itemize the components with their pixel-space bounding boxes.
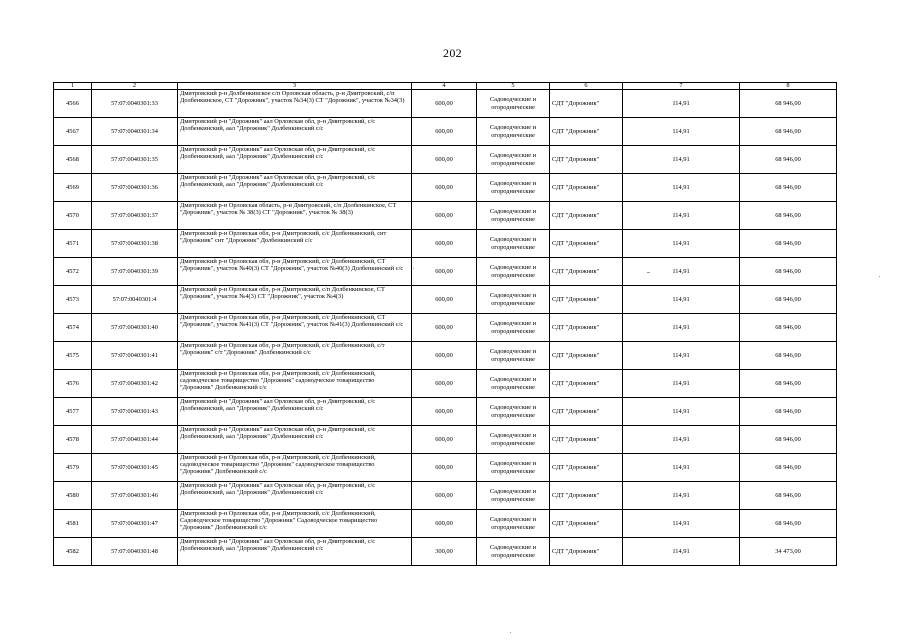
owner-cell: СДТ "Дорожник" bbox=[550, 510, 623, 538]
land-use-cell: Садоводческие и огороднические bbox=[477, 174, 550, 202]
table-row bbox=[54, 146, 837, 174]
row-number-cell: 4568 bbox=[54, 146, 92, 174]
cadastral-number-cell: 57:07:0040301:43 bbox=[92, 398, 178, 426]
row-number-cell: 4573 bbox=[54, 286, 92, 314]
address-cell: Дмитровский р-н Орловская обл, р-н Дмитровский, с/п Долбенкинское, СТ "Дорожник", участок №4(3) СТ "Дорожник", участок №4(3) bbox=[178, 286, 412, 314]
scan-speck bbox=[879, 276, 880, 277]
owner-cell: СДТ "Дорожник" bbox=[550, 118, 623, 146]
owner-cell: СДТ "Дорожник" bbox=[550, 370, 623, 398]
address-cell: Дмитровский р-н Орловская обл, р-н Дмитровский, с/с Долбенкинский, СТ "Дорожник", участок №40(3) СТ "Дорожник", участок №40(3) Долбенкинский с/с bbox=[178, 258, 412, 286]
table-body bbox=[54, 83, 837, 566]
cadastral-value-cell: 68 946,00 bbox=[740, 482, 837, 510]
cadastral-value-cell: 68 946,00 bbox=[740, 202, 837, 230]
owner-cell: СДТ "Дорожник" bbox=[550, 314, 623, 342]
owner-cell: СДТ "Дорожник" bbox=[550, 286, 623, 314]
cadastral-value-cell: 68 946,00 bbox=[740, 510, 837, 538]
owner-cell: СДТ "Дорожник" bbox=[550, 230, 623, 258]
area-cell: 600,00 bbox=[412, 370, 477, 398]
area-cell: 600,00 bbox=[412, 174, 477, 202]
table-row bbox=[54, 258, 837, 286]
cadastral-number-cell: 57:07:0040301:42 bbox=[92, 370, 178, 398]
area-cell: 600,00 bbox=[412, 146, 477, 174]
row-number-cell: 4572 bbox=[54, 258, 92, 286]
unit-price-cell: 114,91 bbox=[623, 90, 740, 118]
land-use-cell: Садоводческие и огороднические bbox=[477, 398, 550, 426]
area-cell: 600,00 bbox=[412, 258, 477, 286]
owner-cell: СДТ "Дорожник" bbox=[550, 174, 623, 202]
table-row bbox=[54, 482, 837, 510]
cadastral-number-cell: 57:07:0040301:47 bbox=[92, 510, 178, 538]
unit-price-cell: 114,91 bbox=[623, 314, 740, 342]
unit-price-cell: 114,91 bbox=[623, 370, 740, 398]
address-cell: Дмитровский р-н Орловская область, р-н Дмитровский, с/п Долбенкинское, СТ "Дорожник", участок № 38(3) СТ "Дорожник", участок № 38(3) bbox=[178, 202, 412, 230]
cadastral-value-cell: 68 946,00 bbox=[740, 174, 837, 202]
row-number-cell: 4581 bbox=[54, 510, 92, 538]
owner-cell: СДТ "Дорожник" bbox=[550, 342, 623, 370]
row-number-cell: 4566 bbox=[54, 90, 92, 118]
owner-cell: СДТ "Дорожник" bbox=[550, 482, 623, 510]
cadastral-number-cell: 57:07:0040301:35 bbox=[92, 146, 178, 174]
address-cell: Дмитровский р-н "Дорожник" аал Орловская обл, р-н Дмитровский, с/с Долбенкинский, аал "Дорожник" Долбенкинский с/с bbox=[178, 538, 412, 566]
address-cell: Дмитровский р-н Орловская обл, р-н Дмитровский, с/с Долбенкинский, с/т "Дорожник" с/т "Дорожник" Долбенкинский с/с bbox=[178, 342, 412, 370]
owner-cell: СДТ "Дорожник" bbox=[550, 454, 623, 482]
row-number-cell: 4571 bbox=[54, 230, 92, 258]
column-header: 2 bbox=[92, 83, 178, 90]
address-cell: Дмитровский р-н "Дорожник" аал Орловская обл, р-н Дмитровский, с/с Долбенкинский, аал "Дорожник" Долбенкинский с/с bbox=[178, 174, 412, 202]
unit-price-cell: 114,91 bbox=[623, 230, 740, 258]
cadastral-value-cell: 68 946,00 bbox=[740, 426, 837, 454]
land-use-cell: Садоводческие и огороднические bbox=[477, 314, 550, 342]
column-number-row bbox=[54, 83, 837, 90]
address-cell: Дмитровский р-н "Дорожник" аал Орловская обл, р-н Дмитровский, с/с Долбенкинский, аал "Дорожник" Долбенкинский с/с bbox=[178, 118, 412, 146]
land-registry-table bbox=[53, 82, 837, 566]
column-header: 3 bbox=[178, 83, 412, 90]
cadastral-number-cell: 57:07:0040301:34 bbox=[92, 118, 178, 146]
land-use-cell: Садоводческие и огороднические bbox=[477, 538, 550, 566]
table-row bbox=[54, 342, 837, 370]
scan-speck bbox=[413, 268, 414, 269]
land-use-cell: Садоводческие и огороднические bbox=[477, 370, 550, 398]
unit-price-cell: 114,91 bbox=[623, 482, 740, 510]
unit-price-cell: 114,91 bbox=[623, 146, 740, 174]
row-number-cell: 4580 bbox=[54, 482, 92, 510]
unit-price-cell: 114,91 bbox=[623, 454, 740, 482]
cadastral-number-cell: 57:07:0040301:38 bbox=[92, 230, 178, 258]
cadastral-number-cell: 57:07:0040301:45 bbox=[92, 454, 178, 482]
address-cell: Дмитровский р-н "Дорожник" аал Орловская обл, р-н Дмитровский, с/с Долбенкинский, аал "Дорожник" Долбенкинский с/с bbox=[178, 482, 412, 510]
table-row bbox=[54, 202, 837, 230]
owner-cell: СДТ "Дорожник" bbox=[550, 146, 623, 174]
address-cell: Дмитровский р-н Орловская обл, р-н Дмитровский, с/с Долбенкинский, СТ "Дорожник", участок №41(3) СТ "Дорожник", участок №41(3) Долбенкинский с/с bbox=[178, 314, 412, 342]
area-cell: 600,00 bbox=[412, 426, 477, 454]
land-use-cell: Садоводческие и огороднические bbox=[477, 202, 550, 230]
cadastral-number-cell: 57:07:0040301:39 bbox=[92, 258, 178, 286]
land-use-cell: Садоводческие и огороднические bbox=[477, 286, 550, 314]
unit-price-cell: 114,91 bbox=[623, 426, 740, 454]
cadastral-number-cell: 57:07:0040301:36 bbox=[92, 174, 178, 202]
cadastral-value-cell: 68 946,00 bbox=[740, 90, 837, 118]
address-cell: Дмитровский р-н "Дорожник" аал Орловская обл, р-н Дмитровский, с/с Долбенкинский, аал "Дорожник" Долбенкинский с/с bbox=[178, 426, 412, 454]
cadastral-number-cell: 57:07:0040301:33 bbox=[92, 90, 178, 118]
cadastral-value-cell: 68 946,00 bbox=[740, 258, 837, 286]
area-cell: 600,00 bbox=[412, 202, 477, 230]
cadastral-value-cell: 68 946,00 bbox=[740, 342, 837, 370]
owner-cell: СДТ "Дорожник" bbox=[550, 90, 623, 118]
land-use-cell: Садоводческие и огороднические bbox=[477, 90, 550, 118]
table-row bbox=[54, 538, 837, 566]
row-number-cell: 4574 bbox=[54, 314, 92, 342]
cadastral-value-cell: 68 946,00 bbox=[740, 454, 837, 482]
cadastral-number-cell: 57:07:0040301:37 bbox=[92, 202, 178, 230]
area-cell: 600,00 bbox=[412, 510, 477, 538]
column-header: 7 bbox=[623, 83, 740, 90]
area-cell: 600,00 bbox=[412, 118, 477, 146]
cadastral-number-cell: 57:07:0040301:40 bbox=[92, 314, 178, 342]
area-cell: 600,00 bbox=[412, 482, 477, 510]
row-number-cell: 4575 bbox=[54, 342, 92, 370]
cadastral-number-cell: 57:07:0040301:46 bbox=[92, 482, 178, 510]
owner-cell: СДТ "Дорожник" bbox=[550, 538, 623, 566]
address-cell: Дмитровский р-н Орловская обл, р-н Дмитровский, с/с Долбенкинский, Садоводческое товарищество "Дорожник" Садоводческое товарищество "Дорожник" Долбенкинский с/с bbox=[178, 510, 412, 538]
area-cell: 600,00 bbox=[412, 230, 477, 258]
cadastral-value-cell: 68 946,00 bbox=[740, 146, 837, 174]
row-number-cell: 4569 bbox=[54, 174, 92, 202]
table-row bbox=[54, 314, 837, 342]
land-use-cell: Садоводческие и огороднические bbox=[477, 230, 550, 258]
column-header: 8 bbox=[740, 83, 837, 90]
address-cell: Дмитровский р-н Долбенкинское с/п Орловская область, р-н Дмитровский, с/п Долбенкинское, СТ "Дорожник", участок №34(3) СТ "Дорожник", участок №34(3) bbox=[178, 90, 412, 118]
area-cell: 300,00 bbox=[412, 538, 477, 566]
unit-price-cell: 114,91 bbox=[623, 118, 740, 146]
cadastral-value-cell: 68 946,00 bbox=[740, 118, 837, 146]
row-number-cell: 4570 bbox=[54, 202, 92, 230]
land-use-cell: Садоводческие и огороднические bbox=[477, 258, 550, 286]
table-row bbox=[54, 370, 837, 398]
cadastral-value-cell: 68 946,00 bbox=[740, 314, 837, 342]
table-row bbox=[54, 398, 837, 426]
land-use-cell: Садоводческие и огороднические bbox=[477, 482, 550, 510]
column-header: 5 bbox=[477, 83, 550, 90]
area-cell: 600,00 bbox=[412, 286, 477, 314]
owner-cell: СДТ "Дорожник" bbox=[550, 258, 623, 286]
unit-price-cell: 114,91 bbox=[623, 202, 740, 230]
row-number-cell: 4578 bbox=[54, 426, 92, 454]
area-cell: 600,00 bbox=[412, 314, 477, 342]
unit-price-cell: 114,91 bbox=[623, 258, 740, 286]
cadastral-number-cell: 57:07:0040301:44 bbox=[92, 426, 178, 454]
land-use-cell: Садоводческие и огороднические bbox=[477, 342, 550, 370]
land-use-cell: Садоводческие и огороднические bbox=[477, 146, 550, 174]
land-use-cell: Садоводческие и огороднические bbox=[477, 118, 550, 146]
owner-cell: СДТ "Дорожник" bbox=[550, 202, 623, 230]
unit-price-cell: 114,91 bbox=[623, 398, 740, 426]
area-cell: 600,00 bbox=[412, 90, 477, 118]
unit-price-cell: 114,91 bbox=[623, 342, 740, 370]
row-number-cell: 4576 bbox=[54, 370, 92, 398]
page-number: 202 bbox=[443, 46, 462, 60]
land-use-cell: Садоводческие и огороднические bbox=[477, 454, 550, 482]
unit-price-cell: 114,91 bbox=[623, 538, 740, 566]
address-cell: Дмитровский р-н "Дорожник" аал Орловская обл, р-н Дмитровский, с/с Долбенкинский, аал "Дорожник" Долбенкинский с/с bbox=[178, 146, 412, 174]
table-row bbox=[54, 454, 837, 482]
owner-cell: СДТ "Дорожник" bbox=[550, 398, 623, 426]
table-row bbox=[54, 230, 837, 258]
row-number-cell: 4582 bbox=[54, 538, 92, 566]
address-cell: Дмитровский р-н Орловская обл, р-н Дмитровский, с/с Долбенкинский, снт "Дорожник" снт "Дорожник" Долбенкинский с/с bbox=[178, 230, 412, 258]
address-cell: Дмитровский р-н "Дорожник" аал Орловская обл, р-н Дмитровский, с/с Долбенкинский, аал "Дорожник" Долбенкинский с/с bbox=[178, 398, 412, 426]
address-cell: Дмитровский р-н Орловская обл, р-н Дмитровский, с/с Долбенкинский, садоводческое товарищество "Дорожник" садоводческое товарищество "Дорожник" Долбенкинский с/с bbox=[178, 370, 412, 398]
column-header: 1 bbox=[54, 83, 92, 90]
table-row bbox=[54, 118, 837, 146]
cadastral-number-cell: 57:07:0040301:48 bbox=[92, 538, 178, 566]
land-use-cell: Садоводческие и огороднические bbox=[477, 510, 550, 538]
unit-price-cell: 114,91 bbox=[623, 510, 740, 538]
cadastral-value-cell: 68 946,00 bbox=[740, 286, 837, 314]
table-row bbox=[54, 174, 837, 202]
land-use-cell: Садоводческие и огороднические bbox=[477, 426, 550, 454]
scan-speck bbox=[647, 272, 650, 273]
address-cell: Дмитровский р-н Орловская обл, р-н Дмитровский, с/с Долбенкинский, садоводческое товарищество "Дорожник" садоводческое товарищество "Дорожник" Долбенкинский с/с bbox=[178, 454, 412, 482]
unit-price-cell: 114,91 bbox=[623, 174, 740, 202]
area-cell: 600,00 bbox=[412, 454, 477, 482]
column-header: 4 bbox=[412, 83, 477, 90]
unit-price-cell: 114,91 bbox=[623, 286, 740, 314]
cadastral-value-cell: 34 473,00 bbox=[740, 538, 837, 566]
cadastral-value-cell: 68 946,00 bbox=[740, 398, 837, 426]
table-row bbox=[54, 426, 837, 454]
area-cell: 600,00 bbox=[412, 342, 477, 370]
row-number-cell: 4567 bbox=[54, 118, 92, 146]
cadastral-value-cell: 68 946,00 bbox=[740, 230, 837, 258]
scan-speck bbox=[510, 632, 511, 633]
owner-cell: СДТ "Дорожник" bbox=[550, 426, 623, 454]
column-header: 6 bbox=[550, 83, 623, 90]
cadastral-number-cell: 57:07:0040301:41 bbox=[92, 342, 178, 370]
row-number-cell: 4577 bbox=[54, 398, 92, 426]
cadastral-value-cell: 68 946,00 bbox=[740, 370, 837, 398]
row-number-cell: 4579 bbox=[54, 454, 92, 482]
table-row bbox=[54, 510, 837, 538]
table-row bbox=[54, 286, 837, 314]
cadastral-number-cell: 57:07:0040301:4 bbox=[92, 286, 178, 314]
table-row bbox=[54, 90, 837, 118]
area-cell: 600,00 bbox=[412, 398, 477, 426]
